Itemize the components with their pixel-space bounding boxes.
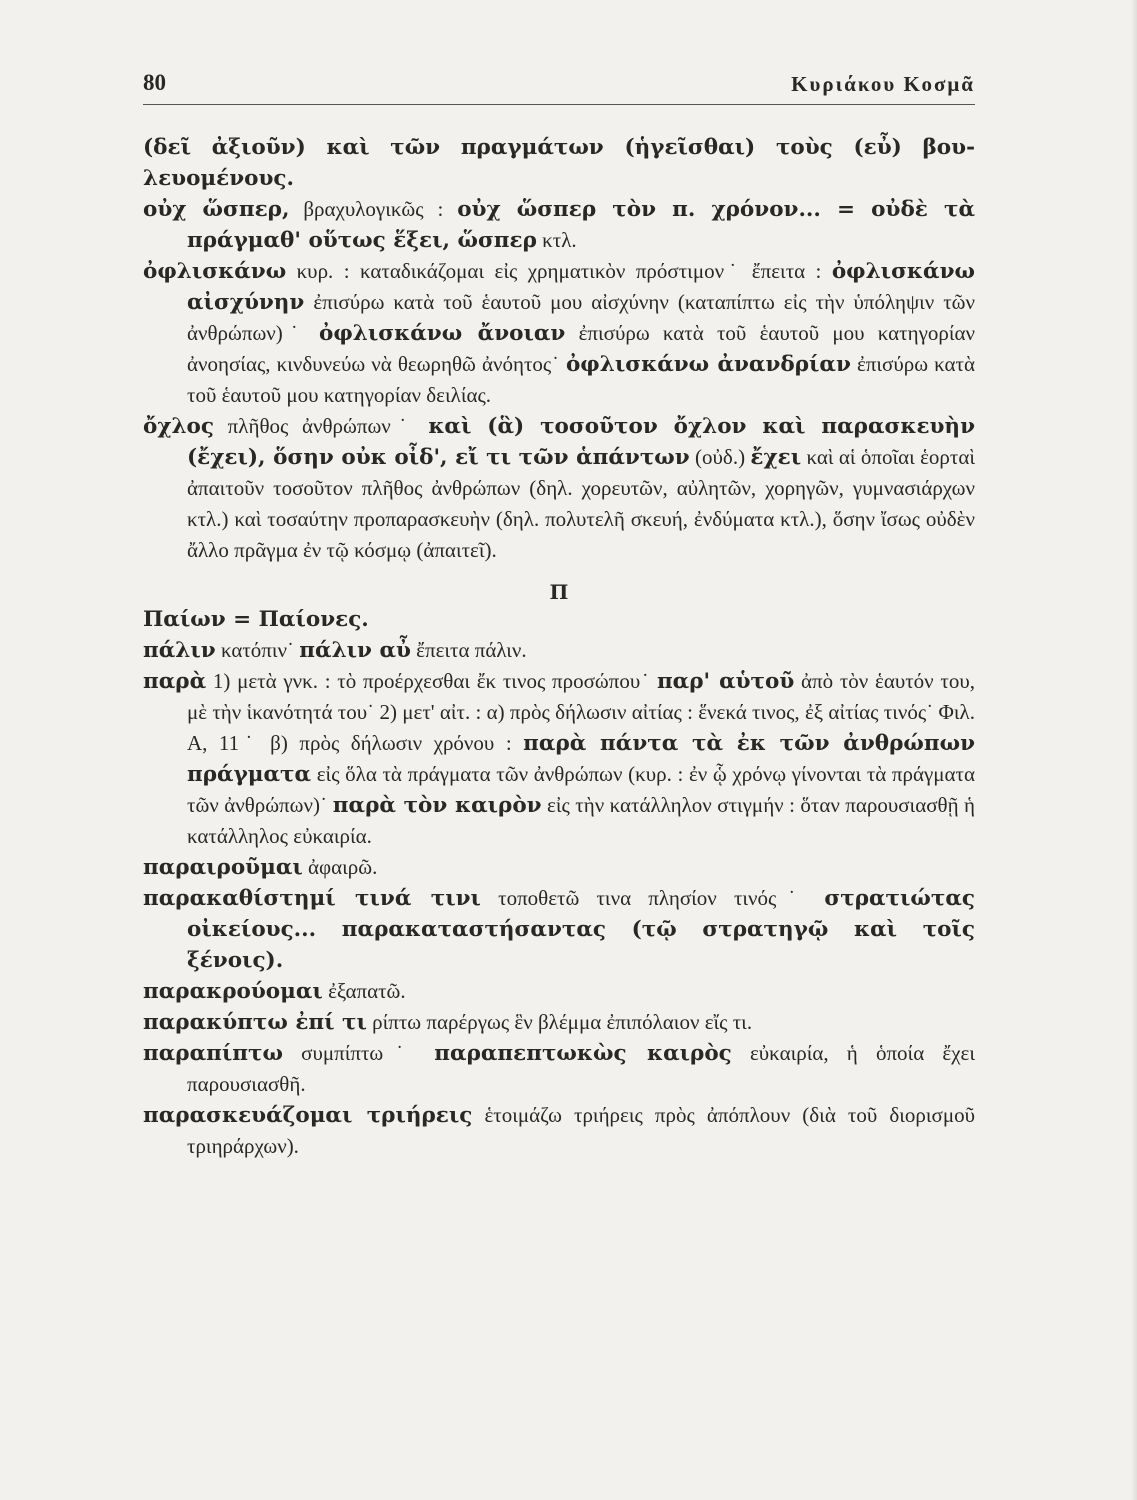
page-edge-shadow: [1131, 0, 1137, 1500]
definition: 1) μετὰ γνκ. : τὸ προέρχεσθαι ἔκ τινος προσώπου˙: [206, 669, 657, 693]
entry-ophliskano: [143, 256, 975, 411]
term: πάλιν αὖ: [299, 638, 411, 663]
definition: εἰς τὴν κατάλληλον στιγμήν : ὅταν παρουσιασθῇ ἡ κατάλληλος εὐκαιρία.: [187, 793, 975, 848]
term: παρακρούομαι: [143, 979, 323, 1004]
entry-parapipto: [143, 1038, 975, 1100]
term: (δεῖ ἀξιοῦν) καὶ τῶν πραγμάτων (ἡγεῖσθαι) τοὺς (εὖ) βου-λευομένους.: [143, 135, 975, 191]
definition: κυρ. : καταδικάζομαι εἰς χρηματικὸν πρόστιμον˙ ἔπειτα :: [286, 259, 832, 283]
entry-parakrouomai: [143, 976, 975, 1007]
entry-parakathistemi: [143, 883, 975, 976]
term: ὀφλισκάνω: [143, 259, 287, 284]
term: παραιροῦμαι: [143, 855, 303, 880]
term: Παίων = Παίονες.: [143, 607, 369, 632]
term: παρακύπτω ἐπί τι: [143, 1010, 367, 1035]
entry-para: [143, 666, 975, 852]
term: ὀφλισκάνω ἄνοιαν: [319, 321, 566, 346]
term: παρασκευάζομαι τριήρεις: [143, 1103, 473, 1128]
definition: (οὐδ.): [689, 445, 751, 469]
term: παραπίπτω: [143, 1041, 283, 1066]
definition: καὶ αἱ ὁποῖαι ἑορταὶ ἀπαιτοῦν τοσοῦτον πλῆθος ἀνθρώπων (δηλ. χορευτῶν, αὐλητῶν, χορηγῶν, γυμνασιάρχων κτλ.) καὶ τοσαύτην προπαρασκευὴν (δηλ. πολυτελῆ σκευή, ἐνδύματα κτλ.), ὅσην ἴσως οὐδὲν ἄλλο πρᾶγμα ἐν τῷ κόσμῳ (ἀπαιτεῖ).: [187, 445, 976, 562]
definition: ἀφαιρῶ.: [302, 855, 378, 879]
term: ὄχλος: [143, 414, 214, 439]
definition: ἀπὸ τὸν ἑαυτόν του, μὲ τὴν ἱκανότητά του˙ 2) μετ' αἰτ. : α) πρὸς δήλωσιν αἰτίας : ἕνεκά τινος, ἐξ αἰτίας τινός˙ Φιλ. Α, 11˙ β) πρὸς δήλωσιν χρόνου :: [187, 669, 975, 755]
page-number: 80: [143, 70, 166, 95]
term: στρατιώτας οἰκείους... παρακαταστήσαντας (τῷ στρατηγῷ καὶ τοῖς ξένοις).: [187, 886, 975, 973]
entry-palin: [143, 635, 975, 666]
term: οὐχ ὥσπερ τὸν π. χρόνον... = οὐδὲ τὰ πράγμαθ' οὕτως ἕξει, ὥσπερ: [187, 197, 975, 253]
definition: εὐκαιρία, ἡ ὁποία ἔχει παρουσιασθῆ.: [187, 1041, 976, 1096]
term: παρὰ πάντα τὰ ἐκ τῶν ἀνθρώπων πράγματα: [187, 731, 975, 787]
definition: κατόπιν˙: [215, 638, 300, 662]
term: πάλιν: [143, 638, 216, 663]
definition: ἑτοιμάζω τριήρεις πρὸς ἀπόπλουν (διὰ τοῦ διορισμοῦ τριηράρχων).: [187, 1103, 975, 1158]
term: παρὰ: [143, 669, 207, 694]
definition: πλῆθος ἀνθρώπων˙: [214, 414, 429, 438]
entry-ochlos: [143, 411, 975, 566]
term: ὀφλισκάνω αἰσχύνην: [187, 259, 975, 315]
entry-parakypto: [143, 1007, 975, 1038]
definition: ἐπισύρω κατὰ τοῦ ἑαυτοῦ μου κατηγορίαν δειλίας.: [187, 352, 975, 407]
definition: κτλ.: [536, 228, 577, 252]
term: ὀφλισκάνω ἀνανδρίαν: [565, 352, 851, 377]
term: παραπεπτωκὼς καιρὸς: [434, 1041, 732, 1066]
term: παρακαθίστημί τινά τινι: [143, 886, 481, 911]
entry-paion: [143, 604, 975, 635]
page-header: [143, 70, 975, 105]
definition: εἰς ὅλα τὰ πράγματα τῶν ἀνθρώπων (κυρ. : ἐν ᾧ χρόνῳ γίνονται τὰ πράγματα τῶν ἀνθρώπων)˙: [187, 762, 975, 817]
entry-ouch-hosper: [143, 194, 975, 256]
term: ἔχει: [750, 445, 802, 470]
term: παρὰ τὸν καιρὸν: [332, 793, 542, 818]
dictionary-content: [143, 132, 975, 1162]
entry-parairoumai: [143, 852, 975, 883]
term: παρ' αὑτοῦ: [656, 669, 795, 694]
definition: βραχυλογικῶς :: [289, 197, 458, 221]
term: οὐχ ὥσπερ,: [143, 197, 290, 222]
definition: συμπίπτω˙: [282, 1041, 435, 1065]
definition: ρίπτω παρέργως ἓν βλέμμα ἐπιπόλαιον εἴς τι.: [366, 1010, 753, 1034]
section-letter: Π: [549, 580, 569, 604]
running-head: Κυριάκου Κοσμᾶ: [791, 72, 975, 96]
definition: ἔπειτα πάλιν.: [410, 638, 527, 662]
definition: ἐπισύρω κατὰ τοῦ ἑαυτοῦ μου κατηγορίαν ἀνοησίας, κινδυνεύω νὰ θεωρηθῶ ἀνόητος˙: [187, 321, 975, 376]
entry-paraskeuazomai: [143, 1100, 975, 1162]
term: καὶ (ἃ) τοσοῦτον ὄχλον καὶ παρασκευὴν (ἔχει), ὅσην οὐκ οἶδ', εἴ τι τῶν ἁπάντων: [187, 414, 975, 470]
definition: τοποθετῶ τινα πλησίον τινός˙: [480, 886, 825, 910]
entry-continuation: [143, 132, 975, 194]
definition: ἐξαπατῶ.: [322, 979, 406, 1003]
definition: ἐπισύρω κατὰ τοῦ ἑαυτοῦ μου αἰσχύνην (καταπίπτω εἰς τὴν ὑπόληψιν τῶν ἀνθρώπων)˙: [187, 290, 975, 345]
